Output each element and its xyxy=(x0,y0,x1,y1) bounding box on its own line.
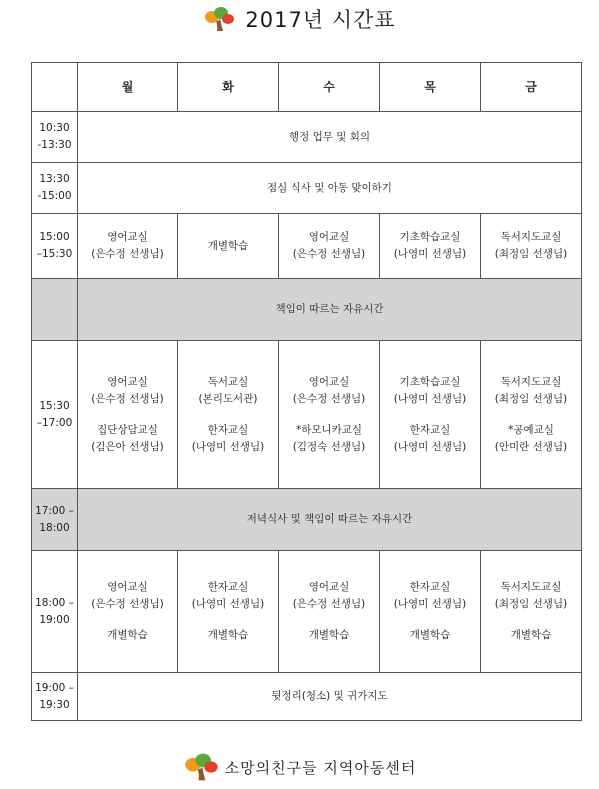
activity-cell: 영어교실 (은수정 선생님) 개별학습 xyxy=(78,551,178,673)
span-activity: 행정 업무 및 회의 xyxy=(78,112,582,163)
table-row xyxy=(32,163,582,214)
activity-cell: 독서지도교실 (최정임 선생님) 개별학습 xyxy=(481,551,582,673)
time-cell: 19:00 – 19:30 xyxy=(32,673,78,721)
time-cell xyxy=(32,279,78,341)
time-cell: 18:00 – 19:00 xyxy=(32,551,78,673)
table-row xyxy=(32,214,582,279)
activity-cell: 독서지도교실 (최정임 선생님) xyxy=(481,214,582,279)
activity-cell: 기초학습교실 (나영미 선생님) 한자교실 (나영미 선생님) xyxy=(380,341,481,489)
tree-logo-icon xyxy=(183,752,221,782)
table-row xyxy=(32,489,582,551)
activity-cell: 한자교실 (나영미 선생님) 개별학습 xyxy=(380,551,481,673)
table-row xyxy=(32,673,582,721)
table-row xyxy=(32,279,582,341)
header-row xyxy=(32,63,582,112)
activity-cell: 개별학습 xyxy=(178,214,279,279)
time-cell: 10:30 -13:30 xyxy=(32,112,78,163)
page-footer xyxy=(0,752,599,786)
timetable xyxy=(31,62,582,721)
organization-name: 소망의친구들 지역아동센터 xyxy=(224,758,417,777)
header-corner xyxy=(32,63,78,112)
time-cell: 15:30 –17:00 xyxy=(32,341,78,489)
time-cell: 17:00 – 18:00 xyxy=(32,489,78,551)
activity-cell: 독서지도교실 (최정임 선생님) *공예교실 (안미란 선생님) xyxy=(481,341,582,489)
activity-cell: 영어교실 (은수정 선생님) xyxy=(78,214,178,279)
time-cell: 15:00 –15:30 xyxy=(32,214,78,279)
page-header xyxy=(0,4,599,37)
activity-cell: 영어교실 (은수정 선생님) *하모니카교실 (김정숙 선생님) xyxy=(279,341,380,489)
span-activity: 책임이 따르는 자유시간 xyxy=(78,279,582,341)
table-row xyxy=(32,112,582,163)
tree-logo-icon xyxy=(203,6,237,32)
header-day-mon: 월 xyxy=(78,63,178,112)
activity-cell: 영어교실 (은수정 선생님) 개별학습 xyxy=(279,551,380,673)
activity-cell: 영어교실 (은수정 선생님) xyxy=(279,214,380,279)
activity-cell: 독서교실 (본리도서관) 한자교실 (나영미 선생님) xyxy=(178,341,279,489)
header-day-thu: 목 xyxy=(380,63,481,112)
span-activity: 뒷정리(청소) 및 귀가지도 xyxy=(78,673,582,721)
table-row xyxy=(32,551,582,673)
header-day-fri: 금 xyxy=(481,63,582,112)
header-day-wed: 수 xyxy=(279,63,380,112)
page-title: 2017년 시간표 xyxy=(245,8,396,32)
activity-cell: 한자교실 (나영미 선생님) 개별학습 xyxy=(178,551,279,673)
activity-cell: 영어교실 (은수정 선생님) 집단상담교실 (김은아 선생님) xyxy=(78,341,178,489)
span-activity: 점심 식사 및 아동 맞이하기 xyxy=(78,163,582,214)
activity-cell: 기초학습교실 (나영미 선생님) xyxy=(380,214,481,279)
header-day-tue: 화 xyxy=(178,63,279,112)
time-cell: 13:30 -15:00 xyxy=(32,163,78,214)
span-activity: 저녁식사 및 책임이 따르는 자유시간 xyxy=(78,489,582,551)
table-row xyxy=(32,341,582,489)
